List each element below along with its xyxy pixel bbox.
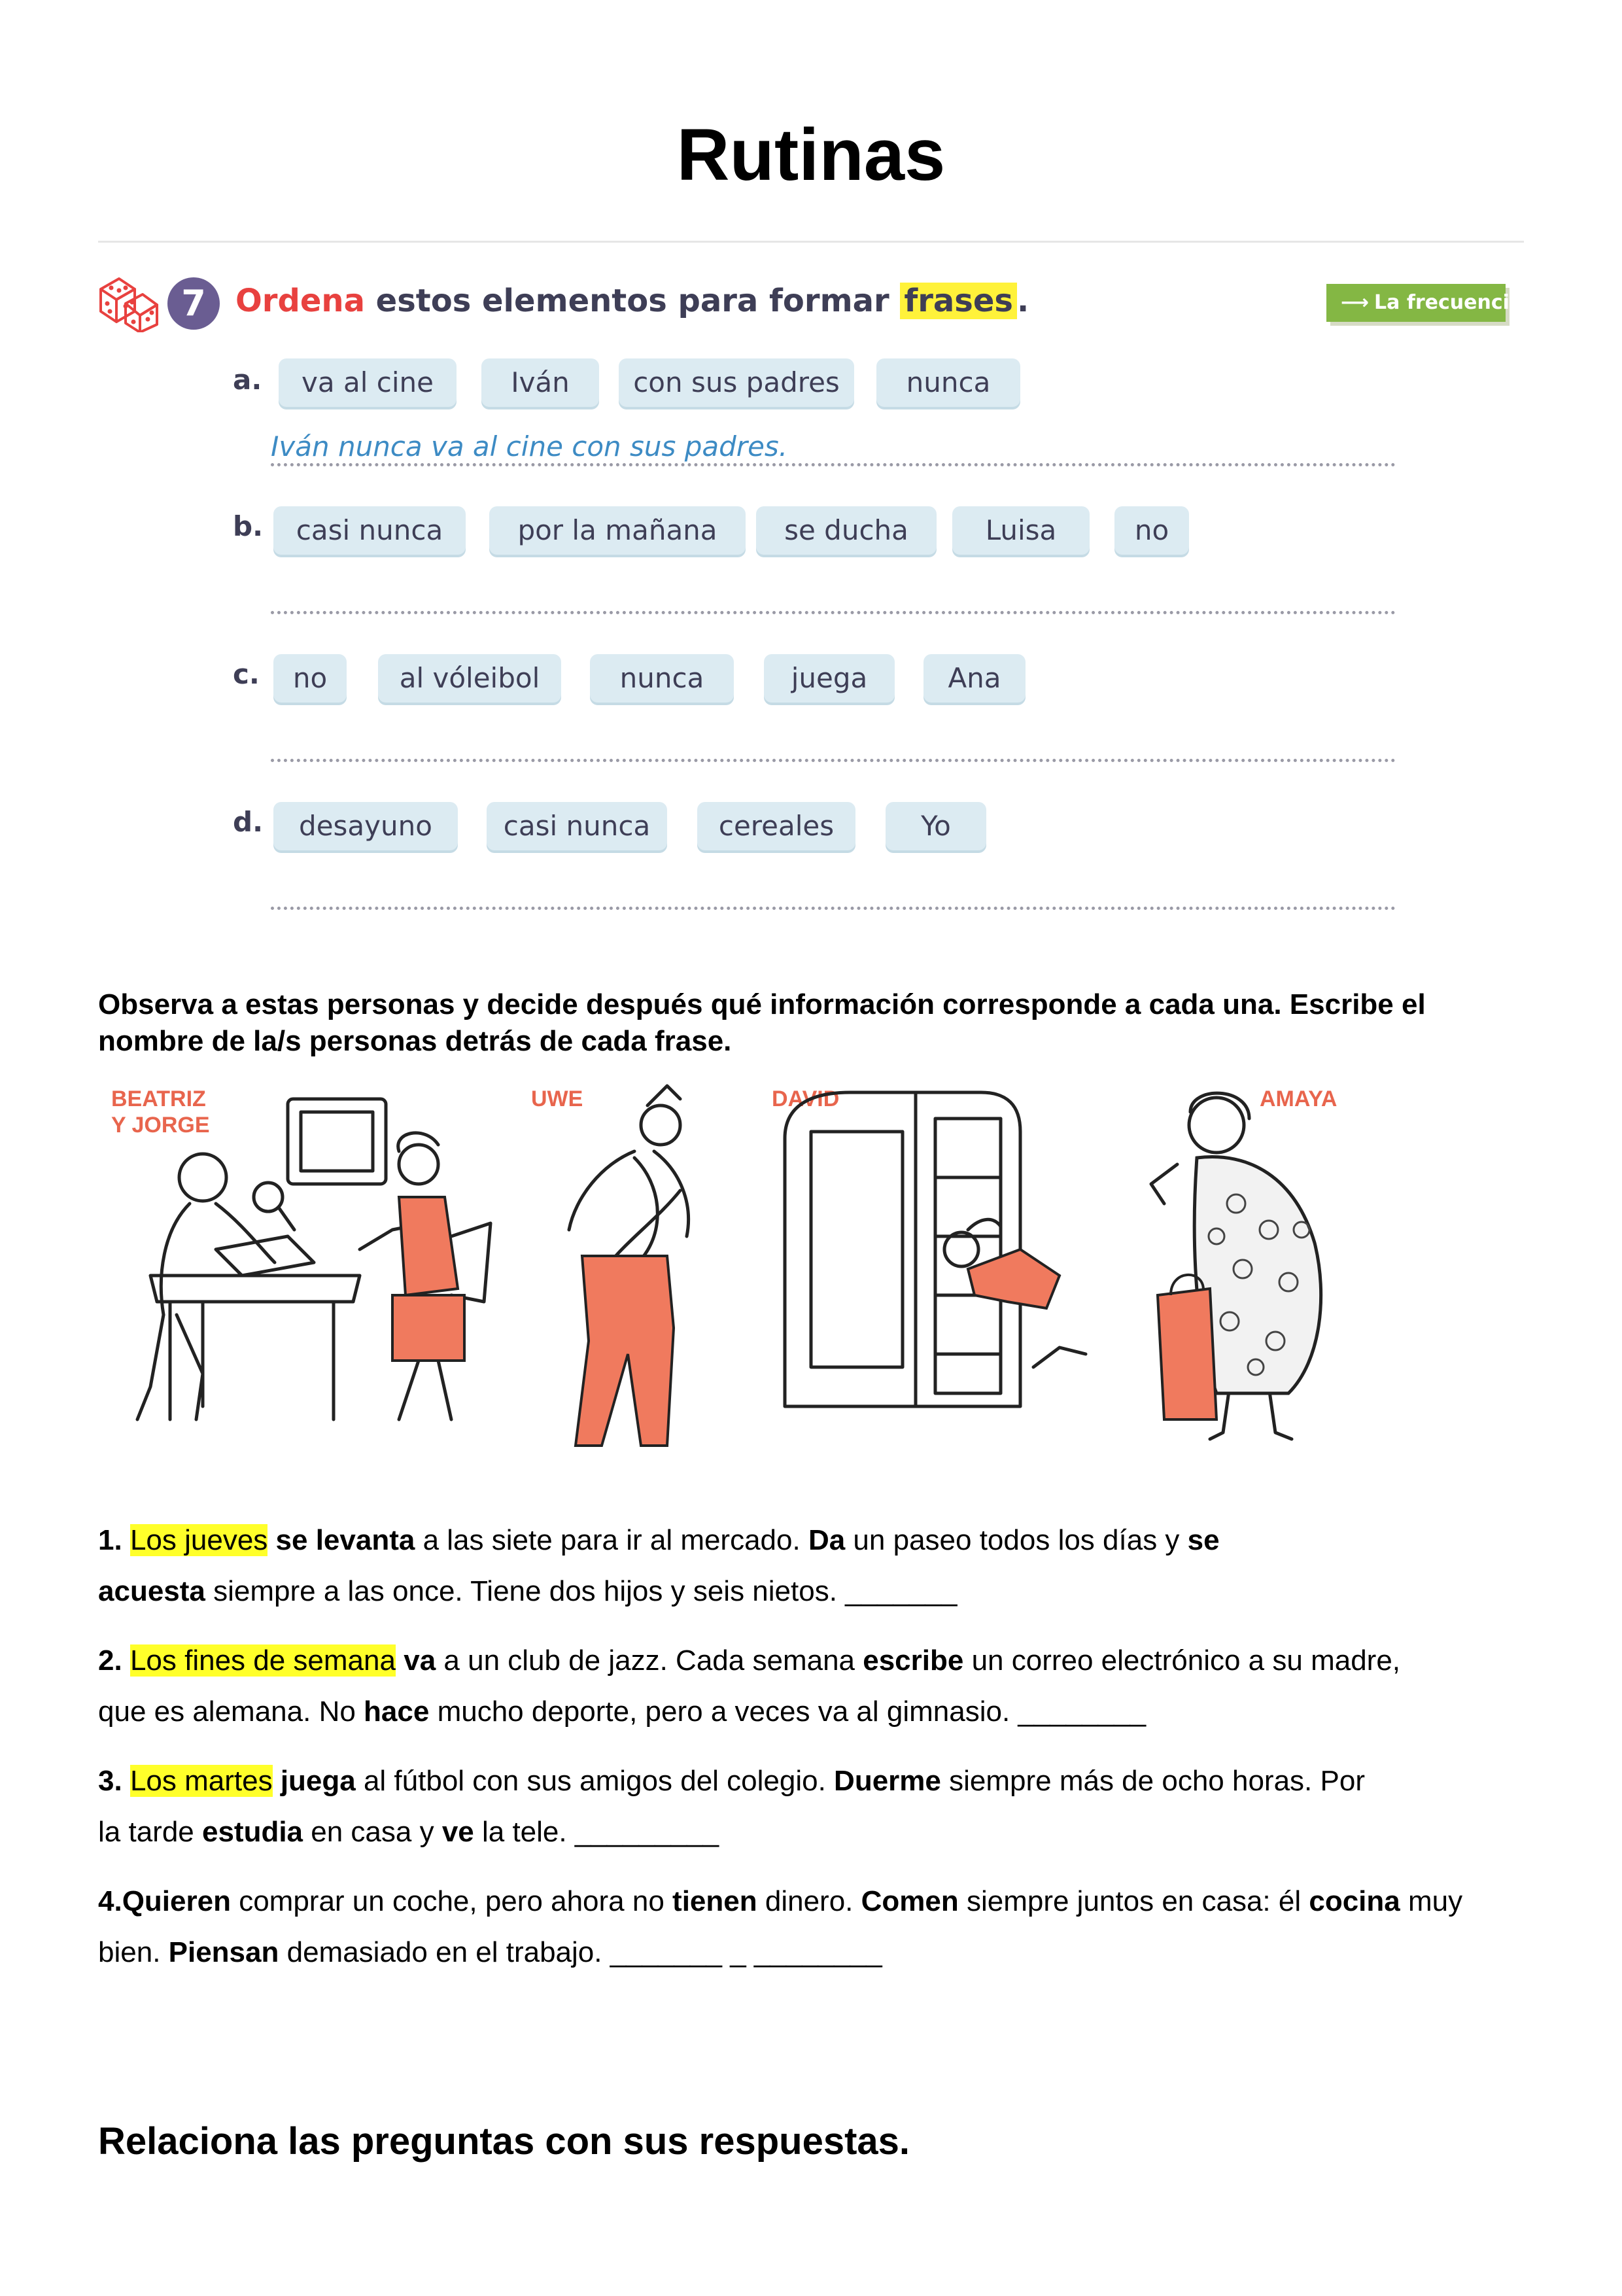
sentence-2-verb: escribe (863, 1644, 964, 1677)
sentence-4-text: demasiado en el trabajo. _______ _ ________ (279, 1936, 882, 1968)
word-chip: se ducha (756, 506, 937, 555)
sentence-3-text: la tarde (98, 1816, 202, 1848)
label-beatriz-line1: BEATRIZ (111, 1087, 206, 1111)
word-chip: Ana (923, 654, 1026, 703)
instruction-word-frases: frases (900, 283, 1017, 319)
sentence-1-verb: Da (808, 1524, 846, 1556)
beatriz-jorge-illustration (111, 1079, 504, 1459)
sentence-1-verb: acuesta (98, 1575, 205, 1607)
sentence-1-text: a las siete para ir al mercado. (415, 1524, 808, 1556)
sentence-3-verb: ve (441, 1816, 474, 1848)
sentence-2-verb: hace (364, 1696, 430, 1728)
sentence-3-text: al fútbol con sus amigos del colegio. (355, 1765, 835, 1797)
word-chip: cereales (697, 802, 855, 850)
sentence-3-text: la tele. _________ (474, 1816, 719, 1848)
david-illustration (772, 1079, 1112, 1419)
title-divider (98, 241, 1524, 243)
sentence-4-text: muy (1400, 1885, 1463, 1917)
word-chip: casi nunca (487, 802, 667, 850)
sentence-4-text: comprar un coche, pero ahora no (230, 1885, 673, 1917)
sentence-3-verb: estudia (201, 1816, 303, 1848)
sentence-3-highlight: Los martes (129, 1765, 273, 1797)
instruction-middle: estos elementos para formar (375, 283, 889, 319)
sentence-2-verb: va (404, 1644, 436, 1677)
label-amaya: AMAYA (1260, 1087, 1337, 1111)
sentence-3-verb: Duerme (834, 1765, 941, 1797)
sentence-2-highlight: Los fines de semana (129, 1644, 396, 1677)
sentence-2-text: que es alemana. No (98, 1696, 364, 1728)
instruction-word-ordena: Ordena (235, 283, 365, 319)
sentence-1-text: siempre a las once. Tiene dos hijos y seis nietos. _______ (205, 1575, 958, 1607)
sentence-3-text: siempre más de ocho horas. Por (940, 1765, 1365, 1797)
observa-instruction: Observa a estas personas y decide después qué información corresponde a cada una. Escribe el nombre de la/s personas detrás de cada frase. (98, 988, 1426, 1057)
row-letter-a: a. (233, 364, 262, 396)
relaciona-heading: Relaciona las preguntas con sus respuestas. (98, 2120, 910, 2163)
sentence-4-verb: cocina (1309, 1885, 1400, 1917)
frequency-link-label: La frecuencia (1374, 291, 1523, 314)
sentence-4-verb: tienen (672, 1885, 757, 1917)
exercise-number-badge: 7 (167, 277, 220, 330)
sentence-3-number: 3. (98, 1765, 122, 1797)
sentence-2-text: un correo electrónico a su madre, (963, 1644, 1401, 1677)
label-beatriz-line2: Y JORGE (111, 1113, 210, 1138)
word-chip: no (1114, 506, 1189, 555)
sentence-4 (98, 1876, 1537, 1978)
word-chip: al vóleibol (378, 654, 561, 703)
sentence-2-number: 2. (98, 1644, 122, 1677)
word-chip: Iván (481, 358, 599, 407)
uwe-illustration (536, 1079, 733, 1459)
sentence-1-highlight: Los jueves (129, 1524, 268, 1556)
sentence-3-text: en casa y (303, 1816, 442, 1848)
sentence-2-text: mucho deporte, pero a veces va al gimnasio. ________ (429, 1696, 1147, 1728)
word-chip: no (273, 654, 347, 703)
sentence-4-text: bien. (98, 1936, 169, 1968)
sentence-2-text: a un club de jazz. Cada semana (436, 1644, 863, 1677)
answer-line-c (271, 759, 1396, 762)
sentence-4-text: siempre juntos en casa: él (958, 1885, 1309, 1917)
word-chip: va al cine (279, 358, 457, 407)
answer-line-d (271, 907, 1396, 910)
sentence-1-text: un paseo todos los días y (845, 1524, 1188, 1556)
sentence-3 (98, 1756, 1537, 1858)
arrow-right-icon: ⟶ (1341, 291, 1370, 314)
exercise-instruction (235, 283, 1029, 319)
word-chip: desayuno (273, 802, 458, 850)
word-chip: nunca (590, 654, 734, 703)
sentence-4-verb: Comen (861, 1885, 959, 1917)
sentence-4-number: 4. (98, 1885, 122, 1917)
sentence-2 (98, 1635, 1537, 1737)
instruction-period: . (1017, 283, 1029, 319)
answer-line-b (271, 611, 1396, 614)
row-letter-b: b. (233, 510, 264, 542)
sentence-1-verb: se (1187, 1524, 1220, 1556)
sentence-1 (98, 1515, 1537, 1617)
sentence-1-verb: se levanta (275, 1524, 415, 1556)
sentence-4-text: dinero. (757, 1885, 861, 1917)
answer-line-a (271, 463, 1396, 466)
row-letter-c: c. (233, 658, 260, 690)
word-chip: Luisa (952, 506, 1090, 555)
word-chip: Yo (886, 802, 986, 850)
frequency-link-button[interactable] (1326, 284, 1523, 322)
label-david: DAVID (772, 1087, 840, 1111)
word-chip: casi nunca (273, 506, 466, 555)
word-chip: por la mañana (489, 506, 746, 555)
amaya-illustration (1138, 1079, 1373, 1446)
sentence-4-verb: Piensan (168, 1936, 279, 1968)
example-answer: Iván nunca va al cine con sus padres. (271, 430, 788, 462)
sentence-4-verb: Quieren (122, 1885, 231, 1917)
row-letter-d: d. (233, 806, 264, 838)
dice-icon (97, 270, 160, 332)
word-chip: juega (764, 654, 895, 703)
page-title: Rutinas (676, 114, 946, 196)
word-chip: nunca (876, 358, 1020, 407)
word-chip: con sus padres (619, 358, 854, 407)
label-uwe: UWE (531, 1087, 583, 1111)
sentence-3-verb: juega (280, 1765, 356, 1797)
sentence-1-number: 1. (98, 1524, 122, 1556)
